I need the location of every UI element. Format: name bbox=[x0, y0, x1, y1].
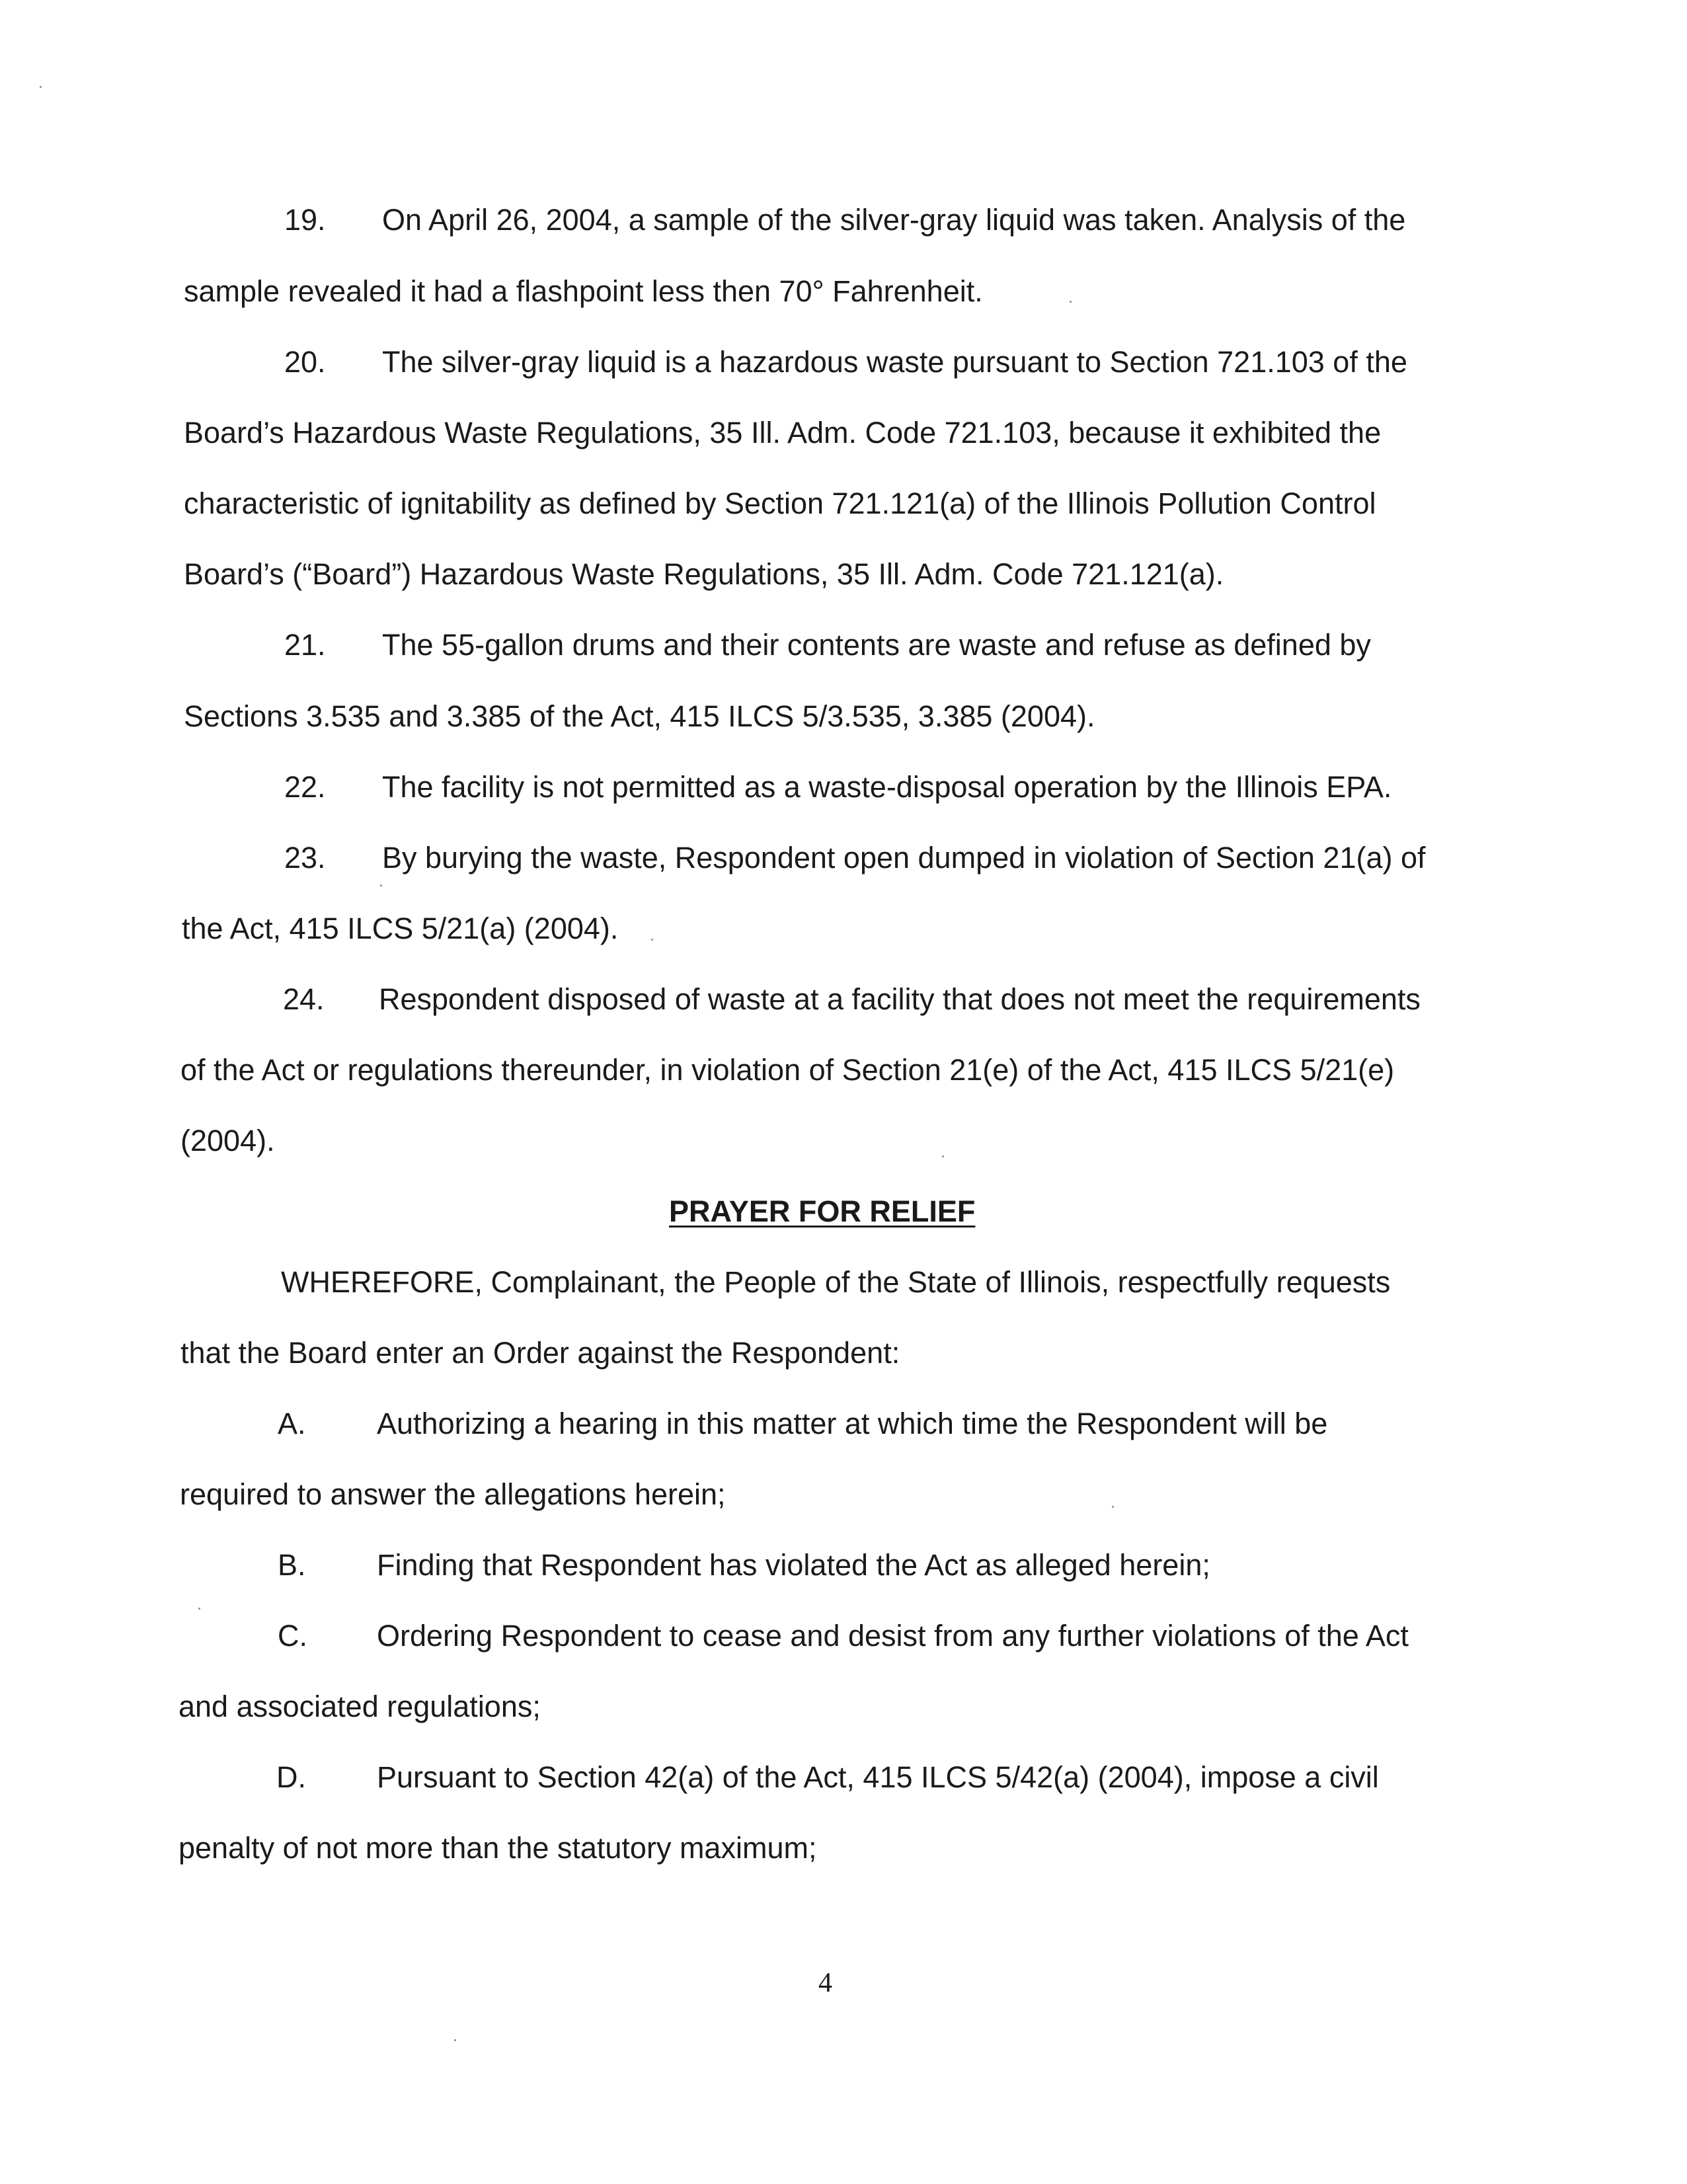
relief-item-letter: B. bbox=[278, 1548, 306, 1582]
scan-speck bbox=[198, 1608, 200, 1610]
paragraph-number: 22. bbox=[284, 770, 326, 804]
paragraph-number: 24. bbox=[283, 982, 325, 1016]
scan-speck bbox=[454, 2039, 456, 2041]
paragraph-text-line: Board’s Hazardous Waste Regulations, 35 Ill. Adm. Code 721.103, because it exhibited the bbox=[184, 416, 1382, 449]
paragraph-text-line: characteristic of ignitability as defined by Section 721.121(a) of the Illinois Pollution Control bbox=[184, 487, 1376, 520]
relief-item-letter: A. bbox=[278, 1407, 306, 1440]
relief-item-letter: C. bbox=[278, 1619, 307, 1653]
relief-item-text-line: Pursuant to Section 42(a) of the Act, 415 ILCS 5/42(a) (2004), impose a civil bbox=[377, 1760, 1379, 1794]
paragraph-text-line: Sections 3.535 and 3.385 of the Act, 415 ILCS 5/3.535, 3.385 (2004). bbox=[184, 699, 1095, 733]
paragraph-text-line: Board’s (“Board”) Hazardous Waste Regulations, 35 Ill. Adm. Code 721.121(a). bbox=[184, 557, 1224, 591]
paragraph-text-line: The facility is not permitted as a waste-disposal operation by the Illinois EPA. bbox=[382, 770, 1392, 804]
scan-speck bbox=[651, 939, 653, 941]
scan-speck bbox=[1070, 301, 1072, 303]
scan-speck bbox=[942, 1155, 944, 1157]
section-heading: PRAYER FOR RELIEF bbox=[669, 1194, 976, 1228]
relief-item-text-line: Ordering Respondent to cease and desist from any further violations of the Act bbox=[377, 1619, 1409, 1653]
relief-item-text-line: Finding that Respondent has violated the Act as alleged herein; bbox=[377, 1548, 1210, 1582]
paragraph-text-line: (2004). bbox=[180, 1124, 275, 1157]
scan-speck bbox=[380, 884, 382, 886]
relief-item-text-line: Authorizing a hearing in this matter at which time the Respondent will be bbox=[377, 1407, 1328, 1440]
paragraph-text-line: The silver-gray liquid is a hazardous waste pursuant to Section 721.103 of the bbox=[382, 345, 1407, 379]
wherefore-text-line: WHEREFORE, Complainant, the People of the State of Illinois, respectfully requests bbox=[281, 1265, 1391, 1299]
paragraph-text-line: Respondent disposed of waste at a facility that does not meet the requirements bbox=[379, 982, 1421, 1016]
paragraph-text-line: of the Act or regulations thereunder, in violation of Section 21(e) of the Act, 415 ILCS 5/21(e) bbox=[180, 1053, 1395, 1087]
relief-item-letter: D. bbox=[276, 1760, 306, 1794]
paragraph-text-line: By burying the waste, Respondent open dumped in violation of Section 21(a) of bbox=[382, 841, 1426, 875]
scan-speck bbox=[1112, 1506, 1114, 1508]
page-number: 4 bbox=[818, 1968, 832, 1998]
wherefore-text-line: that the Board enter an Order against the Respondent: bbox=[180, 1336, 900, 1370]
scan-speck bbox=[40, 86, 42, 88]
paragraph-text-line: sample revealed it had a flashpoint less then 70° Fahrenheit. bbox=[184, 274, 983, 308]
paragraph-number: 23. bbox=[284, 841, 326, 875]
relief-item-text-line: and associated regulations; bbox=[178, 1690, 541, 1723]
paragraph-number: 21. bbox=[284, 628, 326, 662]
paragraph-number: 19. bbox=[284, 203, 326, 237]
paragraph-number: 20. bbox=[284, 345, 326, 379]
relief-item-text-line: required to answer the allegations herein; bbox=[180, 1477, 726, 1511]
paragraph-text-line: the Act, 415 ILCS 5/21(a) (2004). bbox=[182, 912, 619, 945]
paragraph-text-line: On April 26, 2004, a sample of the silver-gray liquid was taken. Analysis of the bbox=[382, 203, 1406, 237]
relief-item-text-line: penalty of not more than the statutory maximum; bbox=[178, 1831, 817, 1865]
paragraph-text-line: The 55-gallon drums and their contents are waste and refuse as defined by bbox=[382, 628, 1371, 662]
